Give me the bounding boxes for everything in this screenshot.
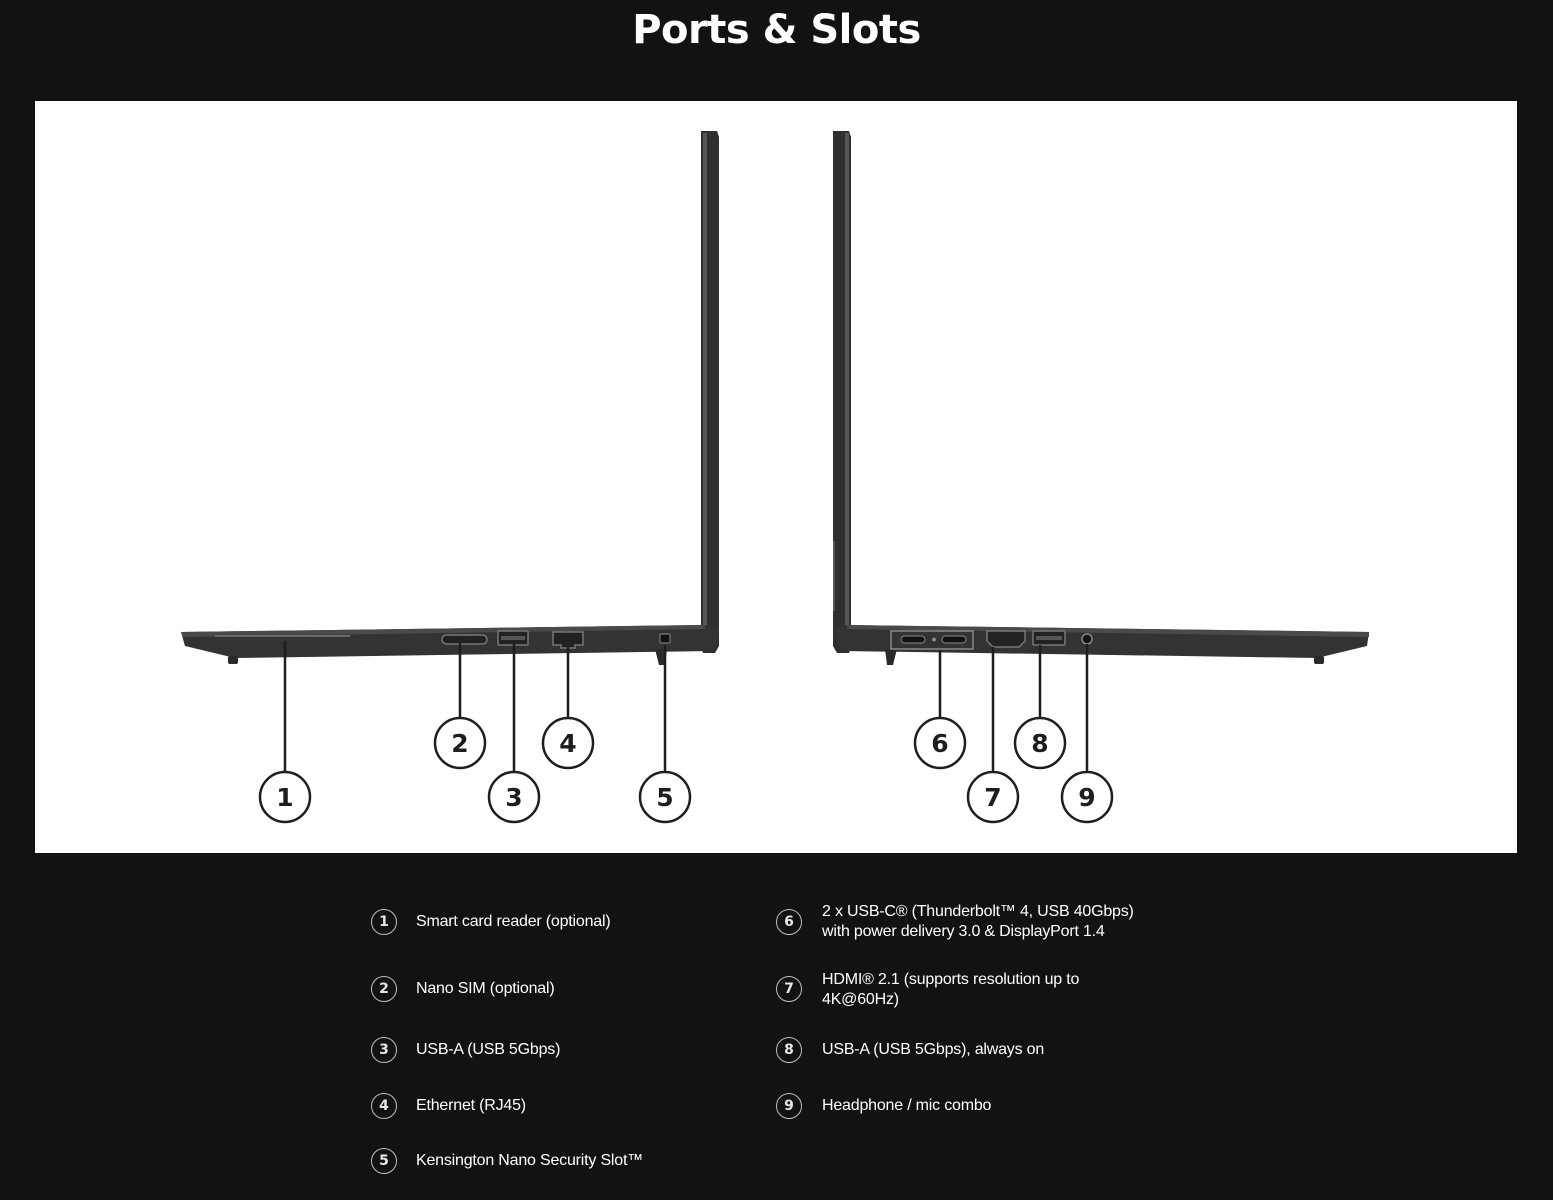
legend-badge: 4 xyxy=(371,1093,397,1119)
legend-label-line1: HDMI® 2.1 (supports resolution up to xyxy=(822,971,1080,988)
legend-label: Kensington Nano Security Slot™ xyxy=(416,1152,644,1169)
callout-circles xyxy=(260,718,1112,822)
svg-text:2: 2 xyxy=(451,729,469,758)
laptop-left-side-view xyxy=(181,131,719,665)
callout-3 xyxy=(489,772,539,822)
page-title: Ports & Slots xyxy=(632,7,921,53)
svg-text:5: 5 xyxy=(656,783,674,812)
headphone-jack-icon xyxy=(1082,634,1092,644)
legend-badge: 1 xyxy=(371,909,397,935)
callout-9 xyxy=(1062,772,1112,822)
callout-8 xyxy=(1015,718,1065,768)
legend-badge: 6 xyxy=(776,909,802,935)
legend-badge: 2 xyxy=(371,976,397,1002)
svg-text:8: 8 xyxy=(1031,729,1049,758)
legend-label: Headphone / mic combo xyxy=(822,1097,992,1114)
legend-badge: 3 xyxy=(371,1037,397,1063)
callout-2 xyxy=(435,718,485,768)
legend-badge: 8 xyxy=(776,1037,802,1063)
legend-label: Ethernet (RJ45) xyxy=(416,1097,526,1114)
callout-4 xyxy=(543,718,593,768)
svg-text:7: 7 xyxy=(984,783,1002,812)
ports-diagram xyxy=(35,101,1517,853)
svg-text:6: 6 xyxy=(931,729,949,758)
svg-text:1: 1 xyxy=(276,783,294,812)
legend-badge: 9 xyxy=(776,1093,802,1119)
legend-label: USB-A (USB 5Gbps), always on xyxy=(822,1041,1045,1058)
nano-sim-slot-icon xyxy=(442,635,487,644)
ports-diagram-panel xyxy=(35,101,1517,853)
legend-badge: 5 xyxy=(371,1148,397,1174)
hdmi-port-icon xyxy=(987,631,1025,647)
callout-leaders xyxy=(285,641,1087,772)
callout-1 xyxy=(260,772,310,822)
callout-7 xyxy=(968,772,1018,822)
callout-6 xyxy=(915,718,965,768)
svg-text:4: 4 xyxy=(559,729,577,758)
legend-badge: 7 xyxy=(776,976,802,1002)
legend-label: Smart card reader (optional) xyxy=(416,913,611,930)
svg-text:3: 3 xyxy=(505,783,523,812)
legend-label: Nano SIM (optional) xyxy=(416,980,555,997)
legend-label-line2: 4K@60Hz) xyxy=(822,991,899,1008)
callout-5 xyxy=(640,772,690,822)
kensington-slot-icon xyxy=(660,634,670,643)
legend-label-line2: with power delivery 3.0 & DisplayPort 1.4 xyxy=(822,923,1105,940)
ethernet-port-icon xyxy=(553,632,583,648)
legend-label-line1: 2 x USB-C® (Thunderbolt™ 4, USB 40Gbps) xyxy=(822,903,1134,920)
legend-label: USB-A (USB 5Gbps) xyxy=(416,1041,561,1058)
laptop-right-side-view xyxy=(833,131,1369,665)
svg-text:9: 9 xyxy=(1078,783,1096,812)
